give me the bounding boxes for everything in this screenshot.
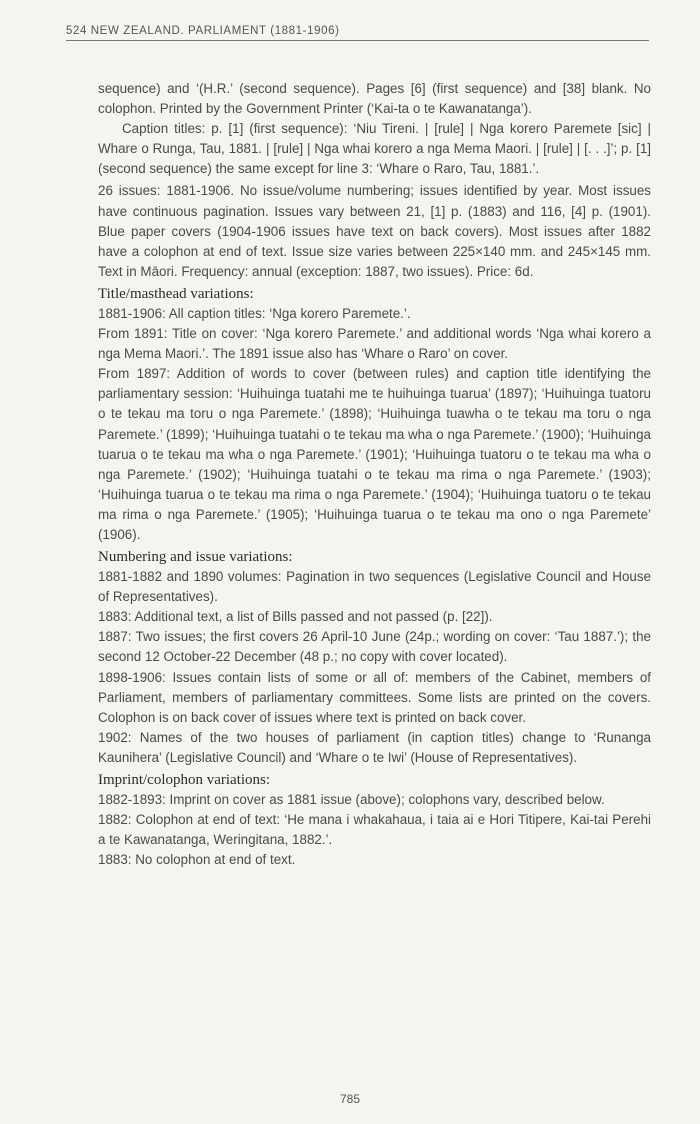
entry-numbering-4: 1898-1906: Issues contain lists of some or all of: members of the Cabinet, members of Parliament, members of parliamentary committees. Some lists are printed on the covers. Colophon is on back cover of issues where text is printed on back cover. bbox=[98, 669, 651, 725]
entry-numbering-3: 1887: Two issues; the first covers 26 April-10 June (24p.; wording on cover: ‘Tau 1887.’); the second 12 October-22 December (48 p.; no copy with cover located). bbox=[98, 629, 651, 665]
entry-imprint-3: 1883: No colophon at end of text. bbox=[98, 852, 296, 868]
entry-numbering-5: 1902: Names of the two houses of parliament (in caption titles) change to ‘Runanga Kaunihera’ (Legislative Council) and ‘Whare o te Iwi’ (House of Representatives). bbox=[98, 729, 651, 765]
entry-imprint-2: 1882: Colophon at end of text: ‘He mana i whakahaua, i taia ai e Hori Titipere, Kai-tai Perehi a te Kawanatanga, Weringitana, 1882.’. bbox=[98, 812, 651, 848]
entry-title-2: From 1891: Title on cover: ‘Nga korero Paremete.’ and additional words ‘Nga whai korero a nga Mema Maori.’. The 1891 issue also has ‘Whare o Raro’ on cover. bbox=[98, 326, 651, 362]
paragraph-continued: sequence) and ‘(H.R.’ (second sequence). Pages [6] (first sequence) and [38] blank. No colophon. Printed by the Government Printer (‘Kai-ta o te Kawanatanga’). bbox=[98, 81, 651, 117]
paragraph-issues: 26 issues: 1881-1906. No issue/volume numbering; issues identified by year. Most issues have continuous pagination. Issues vary between 21, [1] p. (1883) and 116, [4] p. (1901). Blue paper covers (1904-1906 issues have text on back covers). Most issues after 1882 have a colophon at end of text. Issue size varies between 225×140 mm. and 245×145 mm. Text in Māori. Frequency: annual (exception: 1887, two issues). Price: 6d. bbox=[98, 183, 651, 279]
section-heading-numbering-variations: Numbering and issue variations: bbox=[98, 549, 293, 566]
entry-imprint-1: 1882-1893: Imprint on cover as 1881 issue (above); colophons vary, described below. bbox=[98, 792, 605, 807]
entry-title-3: From 1897: Addition of words to cover (between rules) and caption title identifying the parliamentary session: ‘Huihuinga tuatahi me te huihuinga tuarua’ (1897); ‘Huihuinga tuatoru o te tekau ma toru o nga Paremete.’ (1898); ‘Huihuinga tuawha o te tekau ma toru o nga Paremete.’ (1899); ‘Huihuinga tuatahi o te tekau ma wha o nga Paremete.’ (1900); ‘Huihuinga tuarua o te tekau ma wha o nga Paremete.’ (1901); ‘Huihuinga tuatoru o te tekau ma wha o nga Paremete.’ (1902); ‘Huihuinga tuatahi o te tekau ma rima o nga Paremete.’ (1903); ‘Huihuinga tuarua o te tekau ma rima o nga Paremete.’ (1904); ‘Huihuinga tuatoru o te tekau ma rima o nga Paremete.’ (1905); ‘Huihuinga tuarua o te tekau ma ono o nga Paremete’ (1906). bbox=[98, 366, 651, 542]
paragraph-caption-titles: Caption titles: p. [1] (first sequence): ‘Niu Tireni. | [rule] | Nga korero Paremete [sic] | Whare o Runga, Tau, 1881. | [rule] | Nga whai korero a nga Mema Maori. | [rule] | [. . .]’; p. [1] (second sequence) the same except for line 3: ‘Whare o Raro, Tau, 1881.’. bbox=[98, 121, 651, 177]
section-heading-title-variations: Title/masthead variations: bbox=[98, 285, 254, 302]
section-heading-imprint-variations: Imprint/colophon variations: bbox=[98, 772, 271, 788]
entry-numbering-2: 1883: Additional text, a list of Bills passed and not passed (p. [22]). bbox=[98, 609, 493, 625]
running-head: 524 NEW ZEALAND. PARLIAMENT (1881-1906) bbox=[66, 25, 649, 41]
page-body bbox=[98, 79, 651, 870]
entry-title-1: 1881-1906: All caption titles: ‘Nga korero Paremete.’. bbox=[98, 305, 411, 321]
page-number: 785 bbox=[339, 1092, 361, 1106]
entry-numbering-1: 1881-1882 and 1890 volumes: Pagination in two sequences (Legislative Council and House of Representatives). bbox=[98, 569, 651, 605]
